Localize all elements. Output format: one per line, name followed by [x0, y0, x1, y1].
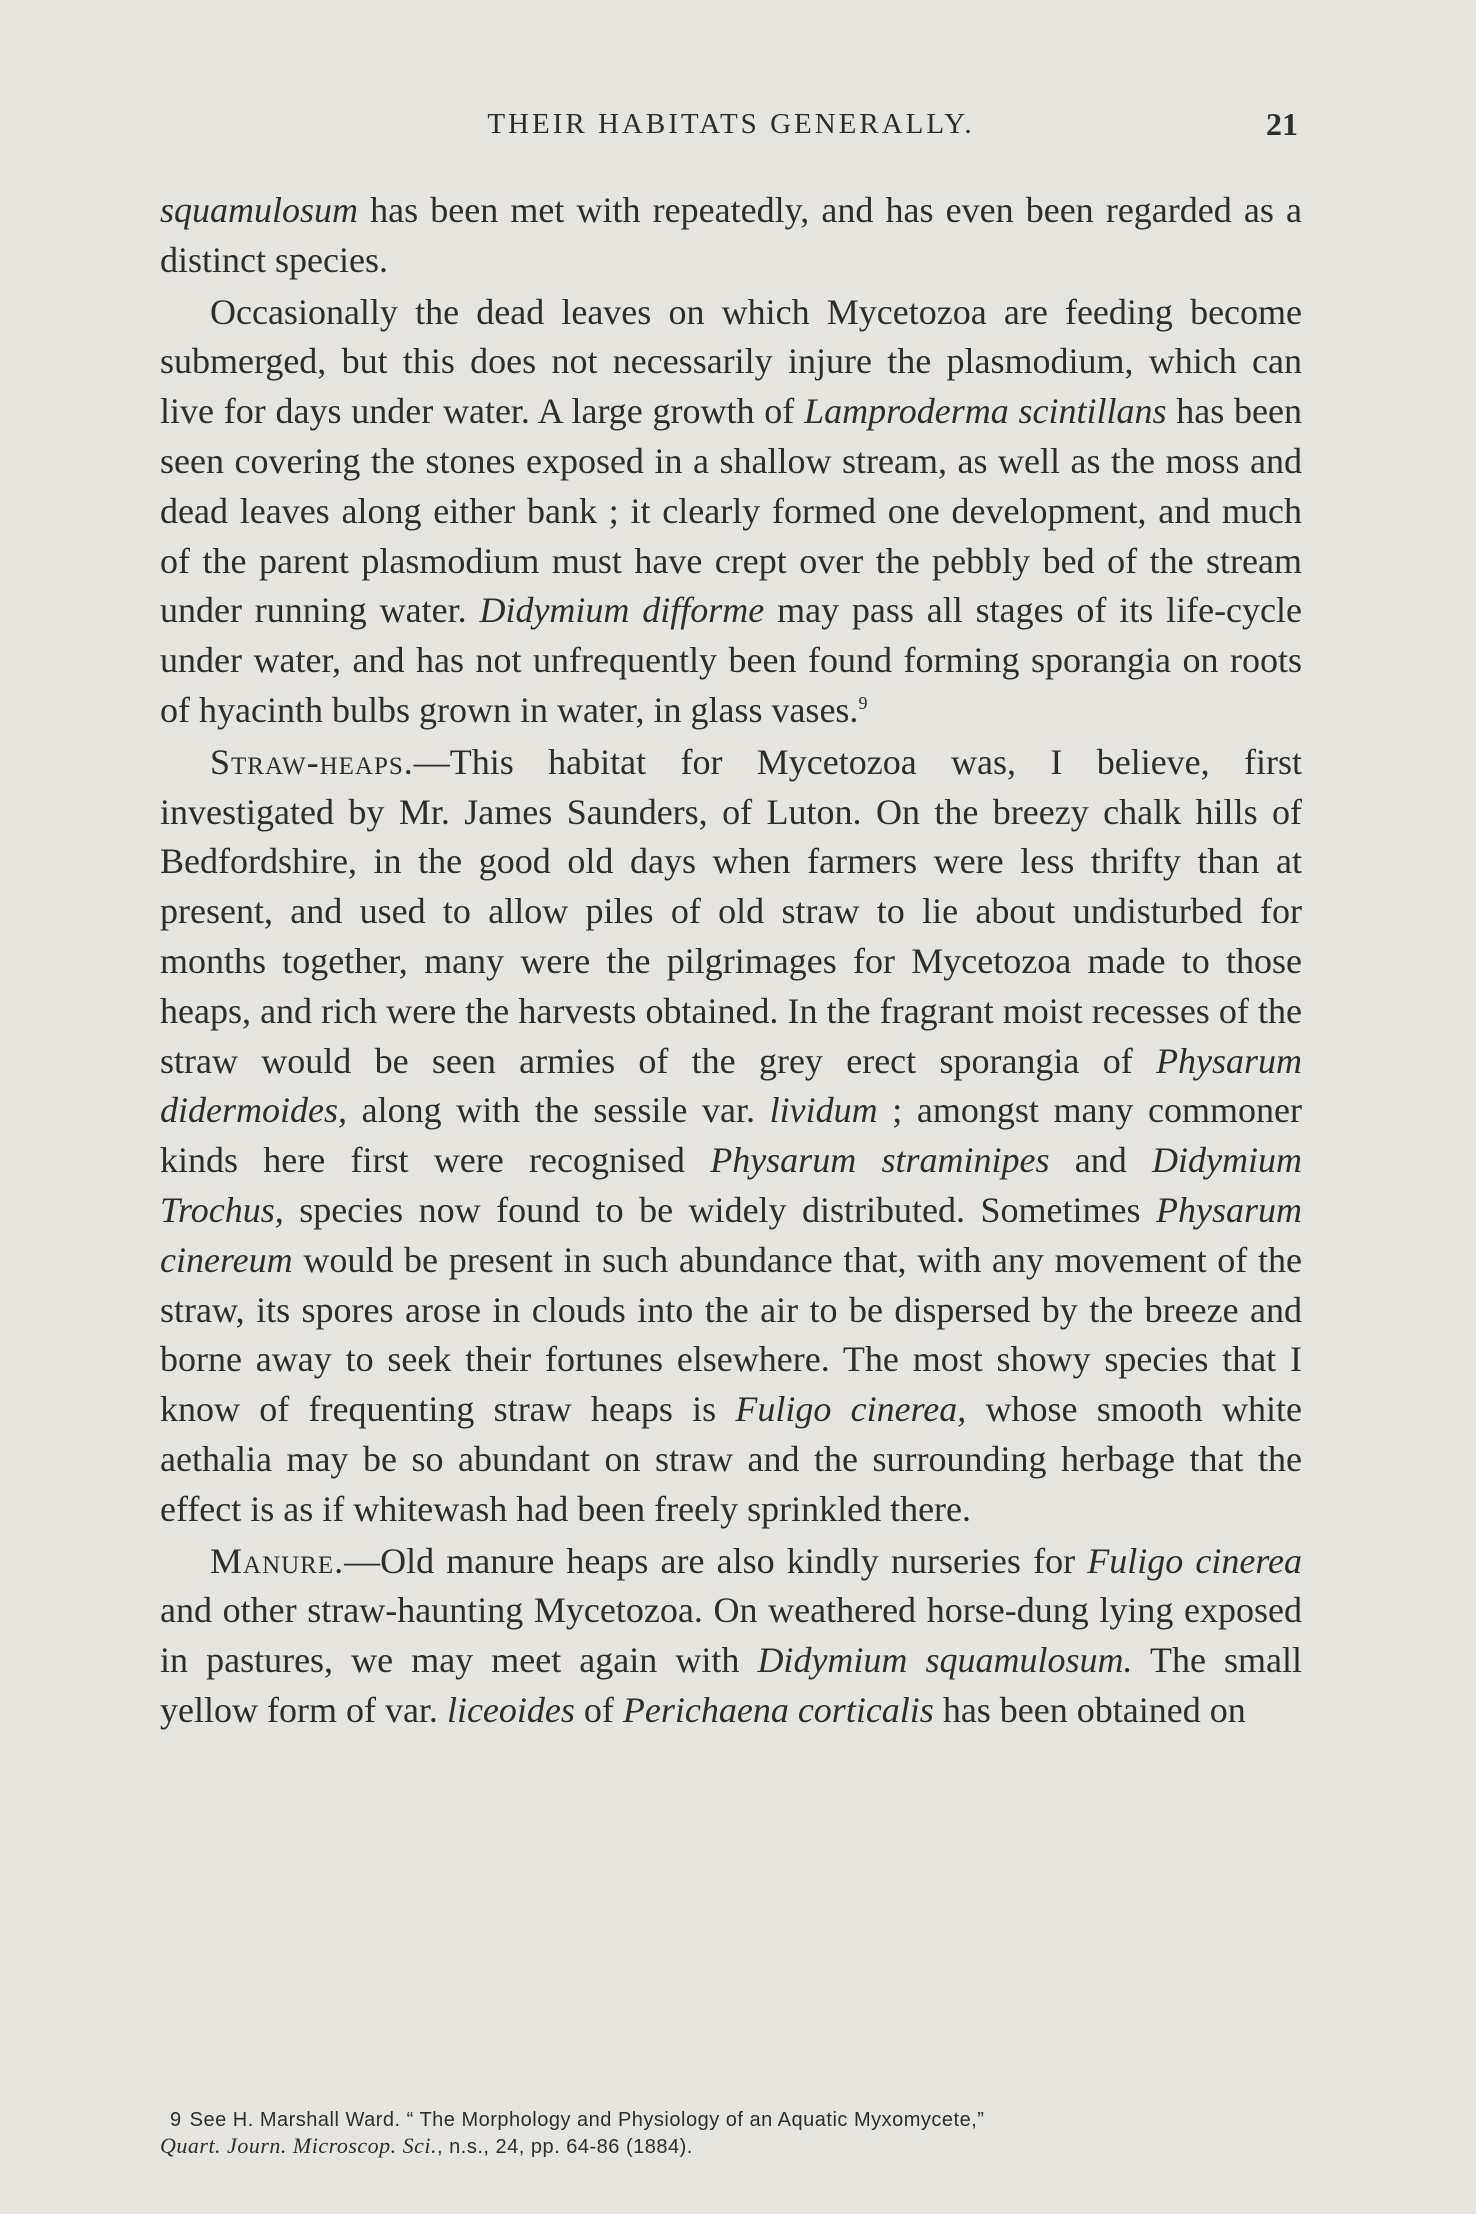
text-run: has been obtained on: [933, 1689, 1246, 1730]
text-run: species now found to be widely distributed. Sometimes: [283, 1189, 1156, 1230]
footnote-citation-rest: , n.s., 24, pp. 64-86 (1884).: [437, 2136, 693, 2158]
text-run: may pass all stages of its life-cycle under water, and has not unfrequently been found forming sporangia on roots of hyacinth bulbs grown in water, in glass vases.: [160, 590, 1302, 730]
section-heading: Straw-heaps.: [210, 741, 414, 782]
text-run: has been met with repeatedly, and has even been regarded as a distinct species.: [160, 190, 1302, 280]
running-head: THEIR HABITATS GENERALLY.: [487, 108, 975, 140]
paragraph: [160, 1537, 1302, 1736]
species-name: Didymium squamulosum.: [757, 1640, 1133, 1681]
species-name: lividum: [769, 1090, 878, 1131]
text-run: of: [574, 1689, 623, 1730]
text-run: along with the sessile var.: [346, 1090, 770, 1131]
species-name: Physarum straminipes: [710, 1140, 1050, 1181]
text-run: —Old manure heaps are also kindly nurseries for: [344, 1540, 1088, 1581]
footnote: [160, 2107, 1302, 2160]
text-run: and: [1049, 1140, 1153, 1181]
paragraph: [160, 186, 1302, 286]
species-name: Physarum didermoides,: [160, 1040, 1302, 1131]
text-run: whose smooth white aethalia may be so abundant on straw and the surrounding herbage that the effect is as if whitewash had been freely sprinkled there.: [160, 1389, 1302, 1529]
footnote-number: 9: [170, 2109, 182, 2131]
footnote-citation: Quart. Journ. Microscop. Sci.: [160, 2133, 438, 2158]
species-name: squamulosum: [160, 190, 359, 230]
paragraph: [160, 288, 1302, 736]
species-name: Perichaena corticalis: [622, 1689, 934, 1730]
text-run: has been seen covering the stones exposed in a shallow stream, as well as the moss and dead leaves along either bank ; it clearly formed one development, and much of the parent plasmodium must have crept over the pebbly bed of the stream under running water.: [160, 391, 1302, 631]
paragraph: [160, 738, 1302, 1535]
page-number: 21: [1266, 106, 1298, 142]
section-heading: Manure.: [210, 1540, 345, 1581]
text-run: The small yellow form of var.: [160, 1640, 1302, 1730]
species-name: Physarum cinereum: [160, 1189, 1302, 1280]
text-run: Occasionally the dead leaves on which Mycetozoa are feeding become submerged, but this does not necessarily injure the plasmodium, which can live for days under water. A large growth of: [160, 291, 1302, 432]
body-text: [160, 186, 1302, 1738]
text-run: ; amongst many commoner kinds here first were recognised: [160, 1090, 1302, 1181]
text-run: and other straw-haunting Mycetozoa. On weathered horse-dung lying exposed in pastures, we may meet again with: [160, 1590, 1302, 1681]
text-run: would be present in such abundance that, with any movement of the straw, its spores arose in clouds into the air to be dispersed by the breeze and borne away to seek their fortunes elsewhere. The most showy species that I know of frequenting straw heaps is: [160, 1239, 1302, 1430]
text-run: —This habitat for Mycetozoa was, I believe, first investigated by Mr. James Saunders, of Luton. On the breezy chalk hills of Bedfordshire, in the good old days when farmers were less thrifty than at present, and used to allow piles of old straw to lie about undisturbed for months together, many were the pilgrimages for Mycetozoa made to those heaps, and rich were the harvests obtained. In the fragrant moist recesses of the straw would be seen armies of the grey erect sporangia of: [160, 741, 1302, 1081]
footnote-text: See H. Marshall Ward. “ The Morphology and Physiology of an Aquatic Myxomycete,”: [189, 2109, 985, 2131]
species-name: Didymium difforme: [479, 590, 765, 631]
species-name: liceoides: [446, 1689, 575, 1730]
footnote-reference: 9: [858, 692, 868, 713]
species-name: Fuligo cinerea,: [735, 1389, 967, 1430]
species-name: Didymium Trochus,: [160, 1140, 1302, 1230]
species-name: Lamproderma scintillans: [804, 391, 1167, 432]
species-name: Fuligo cinerea: [1087, 1540, 1302, 1581]
